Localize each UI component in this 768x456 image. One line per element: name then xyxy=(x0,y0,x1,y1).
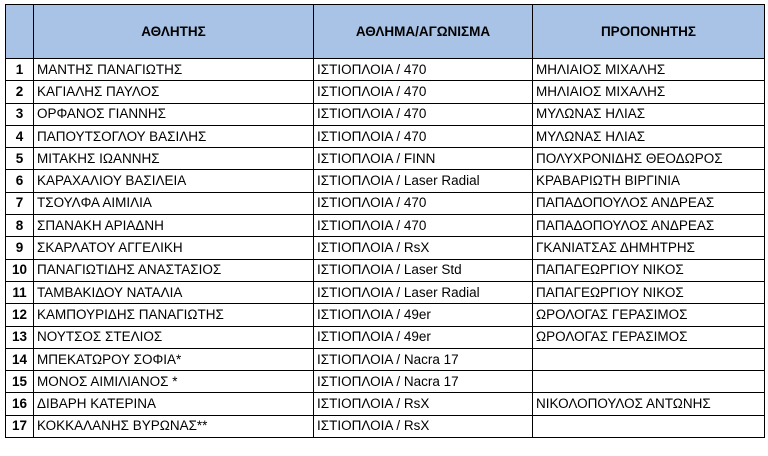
row-number: 4 xyxy=(6,125,34,147)
table-row xyxy=(6,170,765,192)
sport-event: ΙΣΤΙΟΠΛΟΙΑ / Laser Radial xyxy=(314,281,533,303)
athlete-name: ΚΑΜΠΟΥΡΙΔΗΣ ΠΑΝΑΓΙΩΤΗΣ xyxy=(34,304,314,326)
coach-name xyxy=(533,415,765,437)
coach-name: ΜΗΛΙΑΙΟΣ ΜΙΧΑΛΗΣ xyxy=(533,59,765,81)
row-number: 8 xyxy=(6,215,34,237)
sport-event: ΙΣΤΙΟΠΛΟΙΑ / Laser Std xyxy=(314,259,533,281)
coach-name: ΓΚΑΝΙΑΤΣΑΣ ΔΗΜΗΤΡΗΣ xyxy=(533,237,765,259)
athlete-name: ΣΠΑΝΑΚΗ ΑΡΙΑΔΝΗ xyxy=(34,215,314,237)
sport-event: ΙΣΤΙΟΠΛΟΙΑ / 470 xyxy=(314,81,533,103)
sport-event: ΙΣΤΙΟΠΛΟΙΑ / 49er xyxy=(314,304,533,326)
row-number: 15 xyxy=(6,371,34,393)
athlete-name: ΚΑΓΙΑΛΗΣ ΠΑΥΛΟΣ xyxy=(34,81,314,103)
sport-event: ΙΣΤΙΟΠΛΟΙΑ / 470 xyxy=(314,59,533,81)
coach-name: ΩΡΟΛΟΓΑΣ ΓΕΡΑΣΙΜΟΣ xyxy=(533,326,765,348)
row-number: 14 xyxy=(6,348,34,370)
header-athlete: ΑΘΛΗΤΗΣ xyxy=(34,5,314,59)
sport-event: ΙΣΤΙΟΠΛΟΙΑ / RsX xyxy=(314,237,533,259)
row-number: 13 xyxy=(6,326,34,348)
table-row xyxy=(6,393,765,415)
sport-event: ΙΣΤΙΟΠΛΟΙΑ / Nacra 17 xyxy=(314,348,533,370)
coach-name: ΚΡΑΒΑΡΙΩΤΗ ΒΙΡΓΙΝΙΑ xyxy=(533,170,765,192)
athlete-name: ΝΟΥΤΣΟΣ ΣΤΕΛΙΟΣ xyxy=(34,326,314,348)
row-number: 5 xyxy=(6,148,34,170)
row-number: 17 xyxy=(6,415,34,437)
table-row xyxy=(6,259,765,281)
athlete-name: ΤΣΟΥΛΦΑ ΑΙΜΙΛΙΑ xyxy=(34,192,314,214)
coach-name: ΠΑΠΑΔΟΠΟΥΛΟΣ ΑΝΔΡΕΑΣ xyxy=(533,192,765,214)
row-number: 3 xyxy=(6,103,34,125)
table-row xyxy=(6,192,765,214)
coach-name: ΝΙΚΟΛΟΠΟΥΛΟΣ ΑΝΤΩΝΗΣ xyxy=(533,393,765,415)
athlete-name: ΣΚΑΡΛΑΤΟΥ ΑΓΓΕΛΙΚΗ xyxy=(34,237,314,259)
athlete-name: ΤΑΜΒΑΚΙΔΟΥ ΝΑΤΑΛΙΑ xyxy=(34,281,314,303)
table-row xyxy=(6,415,765,437)
header-number xyxy=(6,5,34,59)
table-row xyxy=(6,103,765,125)
sport-event: ΙΣΤΙΟΠΛΟΙΑ / 49er xyxy=(314,326,533,348)
row-number: 12 xyxy=(6,304,34,326)
header-coach: ΠΡΟΠΟΝΗΤΗΣ xyxy=(533,5,765,59)
coach-name: ΜΗΛΙΑΙΟΣ ΜΙΧΑΛΗΣ xyxy=(533,81,765,103)
sport-event: ΙΣΤΙΟΠΛΟΙΑ / 470 xyxy=(314,103,533,125)
coach-name: ΜΥΛΩΝΑΣ ΗΛΙΑΣ xyxy=(533,103,765,125)
row-number: 2 xyxy=(6,81,34,103)
coach-name: ΩΡΟΛΟΓΑΣ ΓΕΡΑΣΙΜΟΣ xyxy=(533,304,765,326)
coach-name xyxy=(533,348,765,370)
athlete-name: ΜΙΤΑΚΗΣ ΙΩΑΝΝΗΣ xyxy=(34,148,314,170)
sport-event: ΙΣΤΙΟΠΛΟΙΑ / Nacra 17 xyxy=(314,371,533,393)
sport-event: ΙΣΤΙΟΠΛΟΙΑ / Laser Radial xyxy=(314,170,533,192)
table-header-row xyxy=(6,5,765,59)
athlete-name: ΜΟΝΟΣ ΑΙΜΙΛΙΑΝΟΣ * xyxy=(34,371,314,393)
coach-name xyxy=(533,371,765,393)
athlete-name: ΔΙΒΑΡΗ ΚΑΤΕΡΙΝΑ xyxy=(34,393,314,415)
table-row xyxy=(6,281,765,303)
athlete-name: ΠΑΝΑΓΙΩΤΙΔΗΣ ΑΝΑΣΤΑΣΙΟΣ xyxy=(34,259,314,281)
athlete-name: ΟΡΦΑΝΟΣ ΓΙΑΝΝΗΣ xyxy=(34,103,314,125)
sport-event: ΙΣΤΙΟΠΛΟΙΑ / 470 xyxy=(314,125,533,147)
sport-event: ΙΣΤΙΟΠΛΟΙΑ / 470 xyxy=(314,215,533,237)
table-row xyxy=(6,326,765,348)
coach-name: ΠΟΛΥΧΡΟΝΙΔΗΣ ΘΕΟΔΩΡΟΣ xyxy=(533,148,765,170)
table-row xyxy=(6,125,765,147)
table-row xyxy=(6,215,765,237)
athlete-name: ΜΑΝΤΗΣ ΠΑΝΑΓΙΩΤΗΣ xyxy=(34,59,314,81)
sport-event: ΙΣΤΙΟΠΛΟΙΑ / FINN xyxy=(314,148,533,170)
table-row xyxy=(6,304,765,326)
coach-name: ΠΑΠΑΔΟΠΟΥΛΟΣ ΑΝΔΡΕΑΣ xyxy=(533,215,765,237)
sport-event: ΙΣΤΙΟΠΛΟΙΑ / RsX xyxy=(314,393,533,415)
coach-name: ΠΑΠΑΓΕΩΡΓΙΟΥ ΝΙΚΟΣ xyxy=(533,259,765,281)
table-row xyxy=(6,371,765,393)
athlete-name: ΚΑΡΑΧΑΛΙΟΥ ΒΑΣΙΛΕΙΑ xyxy=(34,170,314,192)
athlete-name: ΚΟΚΚΑΛΑΝΗΣ ΒΥΡΩΝΑΣ** xyxy=(34,415,314,437)
coach-name: ΜΥΛΩΝΑΣ ΗΛΙΑΣ xyxy=(533,125,765,147)
row-number: 16 xyxy=(6,393,34,415)
table-row xyxy=(6,348,765,370)
table-row xyxy=(6,148,765,170)
table-row xyxy=(6,237,765,259)
row-number: 6 xyxy=(6,170,34,192)
header-sport: ΑΘΛΗΜΑ/ΑΓΩΝΙΣΜΑ xyxy=(314,5,533,59)
row-number: 1 xyxy=(6,59,34,81)
row-number: 10 xyxy=(6,259,34,281)
coach-name: ΠΑΠΑΓΕΩΡΓΙΟΥ ΝΙΚΟΣ xyxy=(533,281,765,303)
athlete-name: ΜΠΕΚΑΤΩΡΟΥ ΣΟΦΙΑ* xyxy=(34,348,314,370)
table-row xyxy=(6,81,765,103)
row-number: 11 xyxy=(6,281,34,303)
athlete-name: ΠΑΠΟΥΤΣΟΓΛΟΥ ΒΑΣΙΛΗΣ xyxy=(34,125,314,147)
row-number: 7 xyxy=(6,192,34,214)
row-number: 9 xyxy=(6,237,34,259)
table-row xyxy=(6,59,765,81)
athletes-table xyxy=(5,4,765,438)
sport-event: ΙΣΤΙΟΠΛΟΙΑ / 470 xyxy=(314,192,533,214)
sport-event: ΙΣΤΙΟΠΛΟΙΑ / RsX xyxy=(314,415,533,437)
